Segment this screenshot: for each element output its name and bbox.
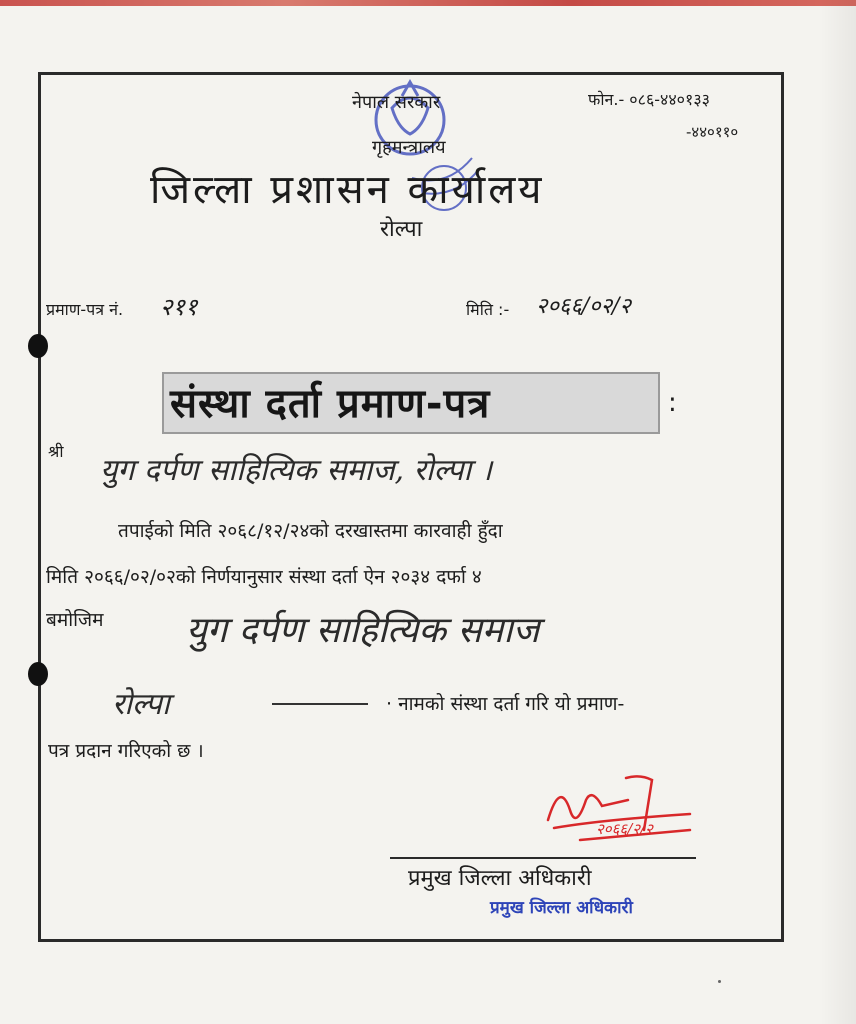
ministry-name: गृहमन्त्रालय (372, 137, 446, 158)
salutation: श्री (48, 442, 64, 461)
date-value: २०६६/०२/२ (536, 294, 631, 319)
fill-line (272, 703, 368, 705)
signature-date: २०६६/२/२ (596, 820, 653, 838)
certificate-number-label: प्रमाण-पत्र नं. (46, 300, 124, 319)
signature-line (390, 857, 696, 859)
recipient-name: युग दर्पण साहित्यिक समाज, रोल्पा । (100, 453, 493, 488)
district-name: रोल्पा (380, 217, 423, 242)
certificate-number-value: २११ (160, 293, 198, 321)
punch-hole (28, 662, 48, 686)
phone-number-alt: -४४०११० (686, 123, 739, 141)
punch-hole (28, 334, 48, 358)
torn-top-edge (0, 0, 856, 6)
title-mark: : (668, 388, 677, 418)
organization-name: युग दर्पण साहित्यिक समाज (186, 610, 540, 651)
officer-title: प्रमुख जिल्ला अधिकारी (408, 866, 592, 891)
office-name: जिल्ला प्रशासन कार्यालय (150, 167, 545, 213)
body-line-3: बमोजिम (46, 609, 104, 631)
document-title: संस्था दर्ता प्रमाण-पत्र (170, 381, 491, 427)
paper-speck (718, 980, 721, 983)
officer-stamp: प्रमुख जिल्ला अधिकारी (490, 898, 633, 918)
body-line-1: तपाईको मिति २०६८/१२/२४को दरखास्तमा कारवाही हुँदा (118, 520, 503, 542)
government-name: नेपाल सरकार (352, 92, 441, 113)
body-line-4: · नामको संस्था दर्ता गरि यो प्रमाण- (386, 693, 625, 715)
body-line-5: पत्र प्रदान गरिएको छ । (48, 740, 204, 762)
officer-signature-icon (540, 770, 710, 850)
page-edge-shadow (820, 0, 856, 1024)
date-label: मिति :- (466, 300, 510, 319)
body-line-2: मिति २०६६/०२/०२को निर्णयानुसार संस्था दर्ता ऐन २०३४ दर्फा ४ (46, 566, 482, 588)
phone-number: फोन.- ०८६-४४०१३३ (588, 90, 710, 109)
organization-place: रोल्पा (112, 687, 170, 722)
